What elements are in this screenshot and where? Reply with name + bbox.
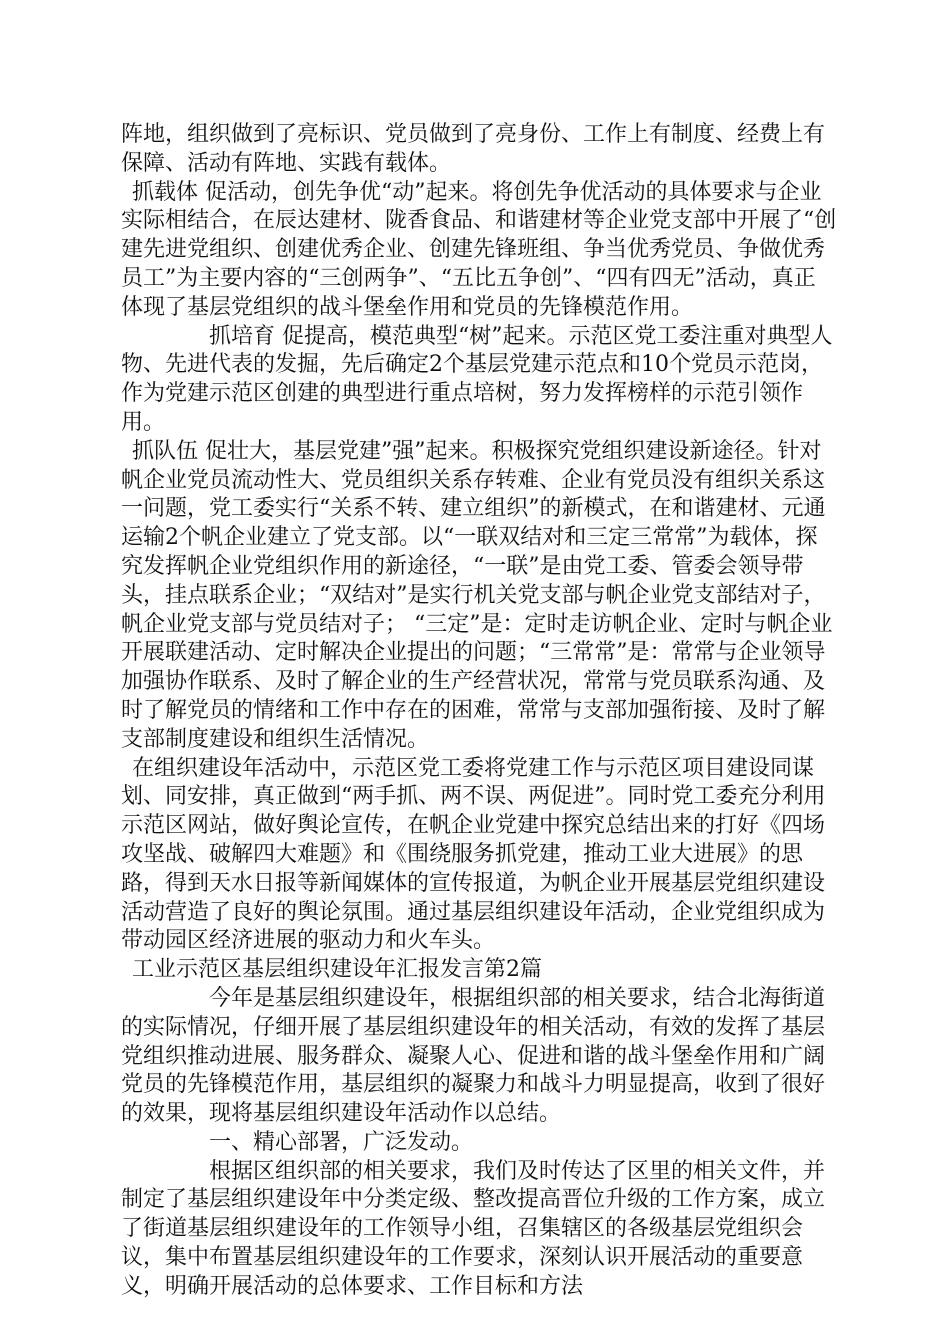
document-body (121, 121, 837, 1302)
subheading-1: 一、精心部署，广泛发动。 (209, 1129, 474, 1155)
paragraph-1: 阵地，组织做到了亮标识、党员做到了亮身份、工作上有制度、经费上有保障、活动有阵地、实践有载体。 (121, 122, 826, 176)
section-heading: 工业示范区基层组织建设年汇报发言第2篇 (132, 957, 542, 983)
paragraph-7: 根据区组织部的相关要求，我们及时传达了区里的相关文件，并制定了基层组织建设年中分类定级、整改提高晋位升级的工作方案，成立了街道基层组织建设年的工作领导小组，召集辖区的各级基层党组织会议，集中布置基层组织建设年的工作要求，深刻认识开展活动的重要意义，明确开展活动的总体要求、工作目标和方法 (121, 1158, 826, 1299)
paragraph-3: 抓培育 促提高，模范典型“树”起来。示范区党工委注重对典型人物、先进代表的发掘，先后确定2个基层党建示范点和10个党员示范岗，作为党建示范区创建的典型进行重点培树，努力发挥榜样的示范引领作用。 (121, 323, 833, 435)
paragraph-5: 在组织建设年活动中，示范区党工委将党建工作与示范区项目建设同谋划、同安排，真正做到“两手抓、两不误、两促进”。同时党工委充分利用示范区网站，做好舆论宣传，在帆企业党建中探究总结出来的打好《四场攻坚战、破解四大难题》和《围绕服务抓党建，推动工业大进展》的思路，得到天水日报等新闻媒体的宣传报道，为帆企业开展基层党组织建设活动营造了良好的舆论氛围。通过基层组织建设年活动，企业党组织成为带动园区经济进展的驱动力和火车头。 (121, 755, 826, 954)
paragraph-4: 抓队伍 促壮大，基层党建”强”起来。积极探究党组织建设新途径。针对帆企业党员流动性大、党员组织关系存转难、企业有党员没有组织关系这一问题，党工委实行“关系不转、建立组织”的新模式，在和谐建材、元通运输2个帆企业建立了党支部。以“一联双结对和三定三常常”为载体，探究发挥帆企业党组织作用的新途径，“一联”是由党工委、管委会领导带头，挂点联系企业；“双结对”是实行机关党支部与帆企业党支部结对子，帆企业党支部与党员结对子； “三定”是：定时走访帆企业、定时与帆企业开展联建活动、定时解决企业提出的问题；“三常常”是：常常与企业领导加强协作联系、及时了解企业的生产经营状况，常常与党员联系沟通、及时了解党员的情绪和工作中存在的困难，常常与支部加强衔接、及时了解支部制度建设和组织生活情况。 (121, 438, 833, 752)
paragraph-2: 抓载体 促活动，创先争优“动”起来。将创先争优活动的具体要求与企业实际相结合，在辰达建材、陇香食品、和谐建材等企业党支部中开展了“创建先进党组织、创建优秀企业、创建先锋班组、争当优秀党员、争做优秀员工”为主要内容的“三创两争”、“五比五争创”、“四有四无”活动，真正体现了基层党组织的战斗堡垒作用和党员的先锋模范作用。 (121, 179, 837, 320)
paragraph-6: 今年是基层组织建设年，根据组织部的相关要求，结合北海街道的实际情况，仔细开展了基层组织建设年的相关活动，有效的发挥了基层党组织推动进展、服务群众、凝聚人心、促进和谐的战斗堡垒作用和广阔党员的先锋模范作用，基层组织的凝聚力和战斗力明显提高，收到了很好的效果，现将基层组织建设年活动作以总结。 (121, 985, 826, 1127)
